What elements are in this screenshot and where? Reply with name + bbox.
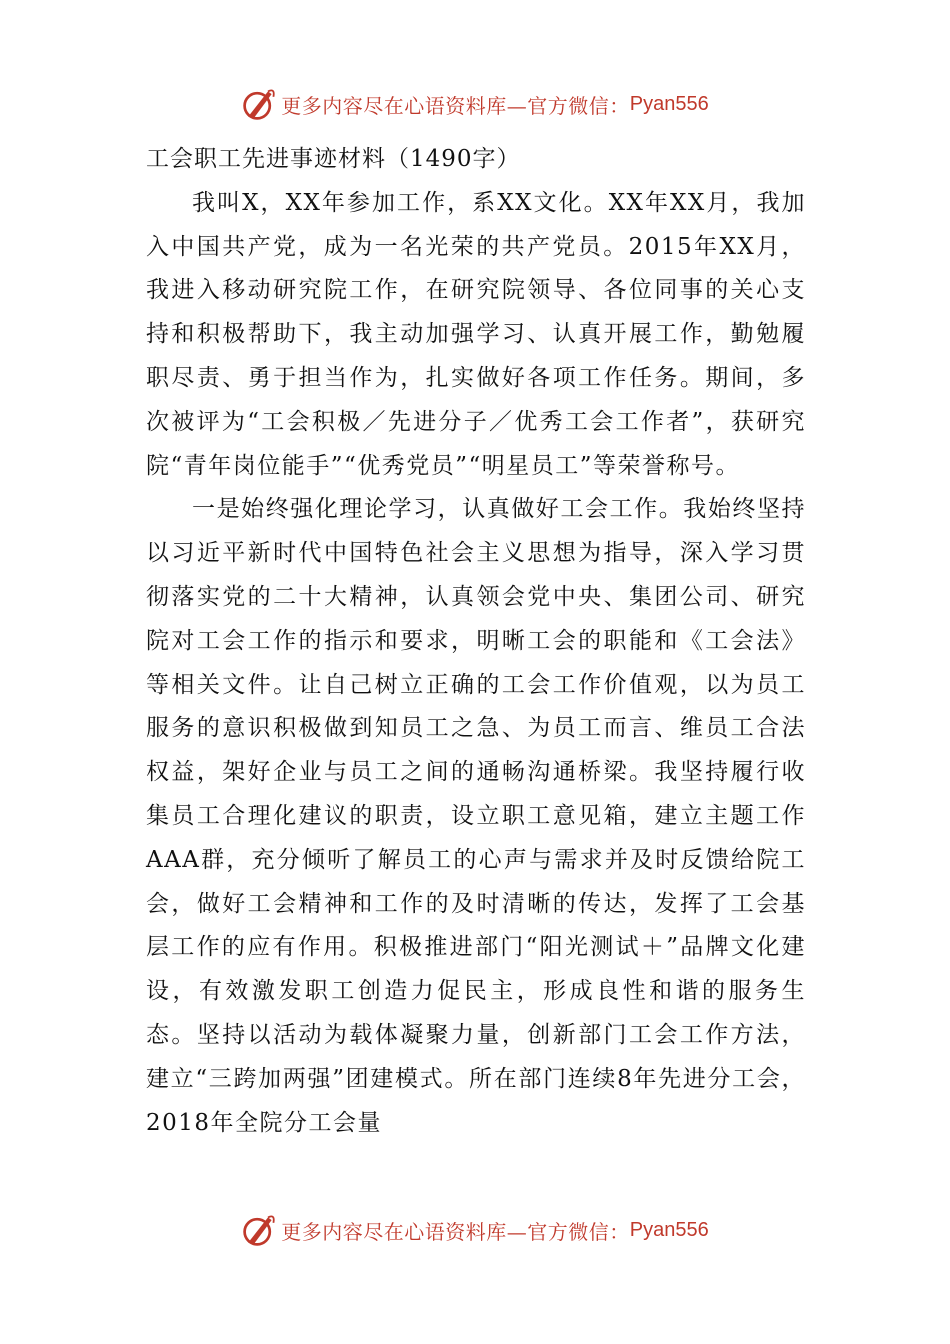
banner-wechat-id: Pyan556: [629, 92, 709, 115]
footer-banner: [0, 1208, 950, 1252]
banner-text: 更多内容尽在心语资料库—官方微信：: [281, 1219, 630, 1244]
paragraph-2: 一是始终强化理论学习，认真做好工会工作。我始终坚持以习近平新时代中国特色社会主义思想为指导，深入学习贯彻落实党的二十大精神，认真领会党中央、集团公司、研究院对工会工作的指示和要求，明晰工会的职能和《工会法》等相关文件。让自己树立正确的工会工作价值观，以为员工服务的意识积极做到知员工之急、为员工而言、维员工合法权益，架好企业与员工之间的通畅沟通桥梁。我坚持履行收集员工合理化建议的职责，设立职工意见箱，建立主题工作AAA群，充分倾听了解员工的心声与需求并及时反馈给院工会，做好工会精神和工作的及时清晰的传达，发挥了工会基层工作的应有作用。积极推进部门“阳光测试＋”品牌文化建设，有效激发职工创造力促民主，形成良性和谐的服务生态。坚持以活动为载体凝聚力量，创新部门工会工作方法，建立“三跨加两强”团建模式。所在部门连续8年先进分工会，2018年全院分工会量: [146, 496, 806, 1136]
paragraph-1: 我叫X，XX年参加工作，系XX文化。XX年XX月，我加入中国共产党，成为一名光荣的共产党员。2015年XX月，我进入移动研究院工作，在研究院领导、各位同事的关心支持和积极帮助下，我主动加强学习、认真开展工作，勤勉履职尽责、勇于担当作为，扎实做好各项工作任务。期间，多次被评为“工会积极／先进分子／优秀工会工作者”，获研究院“青年岗位能手”“优秀党员”“明星员工”等荣誉称号。: [146, 189, 806, 479]
document-body: [146, 138, 806, 1145]
quill-logo-icon: [241, 86, 277, 122]
banner-text: 更多内容尽在心语资料库—官方微信：: [281, 93, 630, 118]
banner-wechat-id: Pyan556: [629, 1218, 709, 1241]
header-banner: [0, 82, 950, 126]
quill-logo-icon: [241, 1212, 277, 1248]
document-title: 工会职工先进事迹材料（1490字）: [146, 146, 521, 172]
